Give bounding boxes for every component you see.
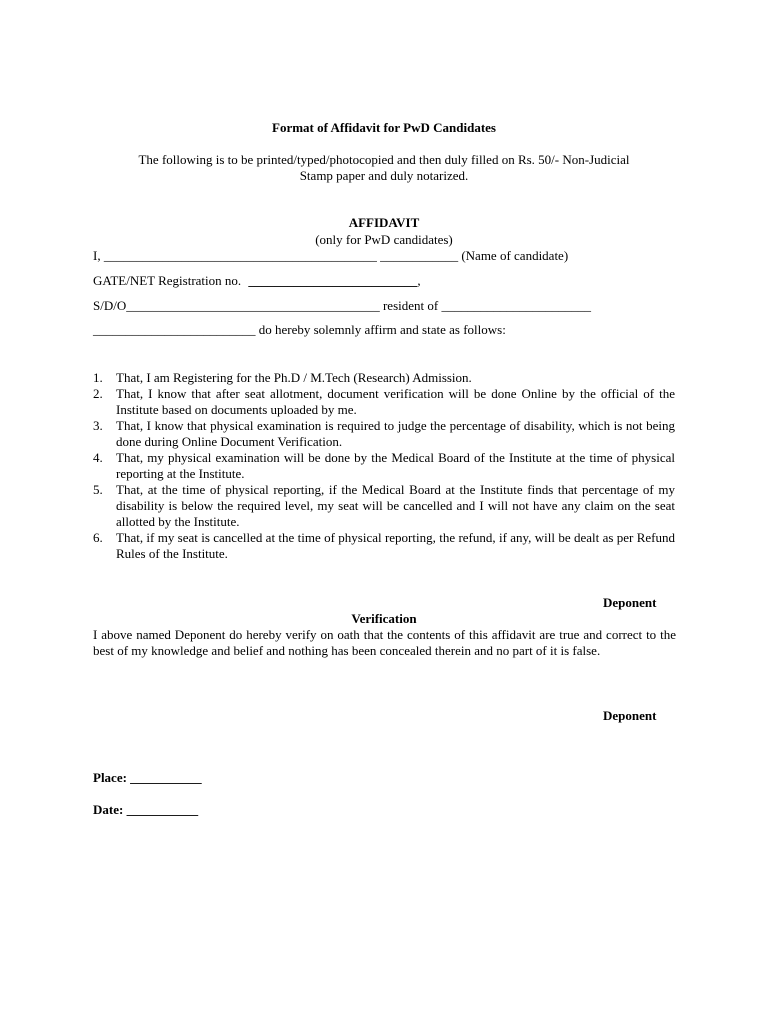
- registration-blank: __________________________: [248, 273, 418, 288]
- list-item-text: That, I am Registering for the Ph.D / M.Tech (Research) Admission.: [116, 370, 472, 385]
- registration-comma: ,: [417, 273, 421, 288]
- affidavit-subheading: (only for PwD candidates): [315, 232, 453, 247]
- list-item: [93, 450, 675, 482]
- list-item-number: 2.: [93, 386, 103, 401]
- list-item: [93, 370, 675, 386]
- deponent-signature-1: Deponent: [603, 595, 657, 610]
- list-item-text: That, I know that after seat allotment, document verification will be done Online by the official of the Institute based on documents uploaded by me.: [116, 386, 675, 417]
- list-item-number: 4.: [93, 450, 103, 465]
- sdo-resident-line: S/D/O_______________________________________ resident of _______________________: [93, 298, 591, 313]
- list-item: [93, 418, 675, 450]
- document-title: Format of Affidavit for PwD Candidates: [272, 120, 496, 135]
- list-item-number: 1.: [93, 370, 103, 385]
- affidavit-heading: AFFIDAVIT: [348, 215, 420, 230]
- intro-line-1: The following is to be printed/typed/photocopied and then duly filled on Rs. 50/- Non-Judicial: [138, 152, 630, 167]
- list-item-number: 5.: [93, 482, 103, 497]
- affirmation-list: [93, 370, 675, 562]
- date-field: Date: ___________: [93, 802, 199, 817]
- list-item: [93, 386, 675, 418]
- list-item-number: 6.: [93, 530, 103, 545]
- candidate-name-line: I, __________________________________________ ____________ (Name of candidate): [93, 248, 569, 263]
- place-field: Place: ___________: [93, 770, 202, 785]
- registration-label: GATE/NET Registration no.: [93, 273, 242, 288]
- verification-text: I above named Deponent do hereby verify on oath that the contents of this affidavit are true and correct to the best of my knowledge and belief and nothing has been concealed therein and no part of it is false.: [93, 627, 676, 658]
- list-item: [93, 482, 675, 530]
- list-item-text: That, I know that physical examination is required to judge the percentage of disability, which is not being done during Online Document Verification.: [116, 418, 675, 449]
- list-item-text: That, at the time of physical reporting, if the Medical Board at the Institute finds that percentage of my disability is below the required level, my seat will be cancelled and I will not have any claim on the seat allotted by the Institute.: [116, 482, 675, 529]
- list-item-number: 3.: [93, 418, 103, 433]
- verification-heading: Verification: [351, 611, 417, 626]
- registration-line: [93, 273, 421, 289]
- affirm-line: _________________________ do hereby solemnly affirm and state as follows:: [93, 322, 506, 337]
- list-item: [93, 530, 675, 562]
- list-item-text: That, if my seat is cancelled at the time of physical reporting, the refund, if any, will be dealt as per Refund Rules of the Institute.: [116, 530, 675, 561]
- deponent-signature-2: Deponent: [603, 708, 657, 723]
- intro-line-2: Stamp paper and duly notarized.: [299, 168, 469, 183]
- list-item-text: That, my physical examination will be done by the Medical Board of the Institute at the time of physical reporting at the Institute.: [116, 450, 675, 481]
